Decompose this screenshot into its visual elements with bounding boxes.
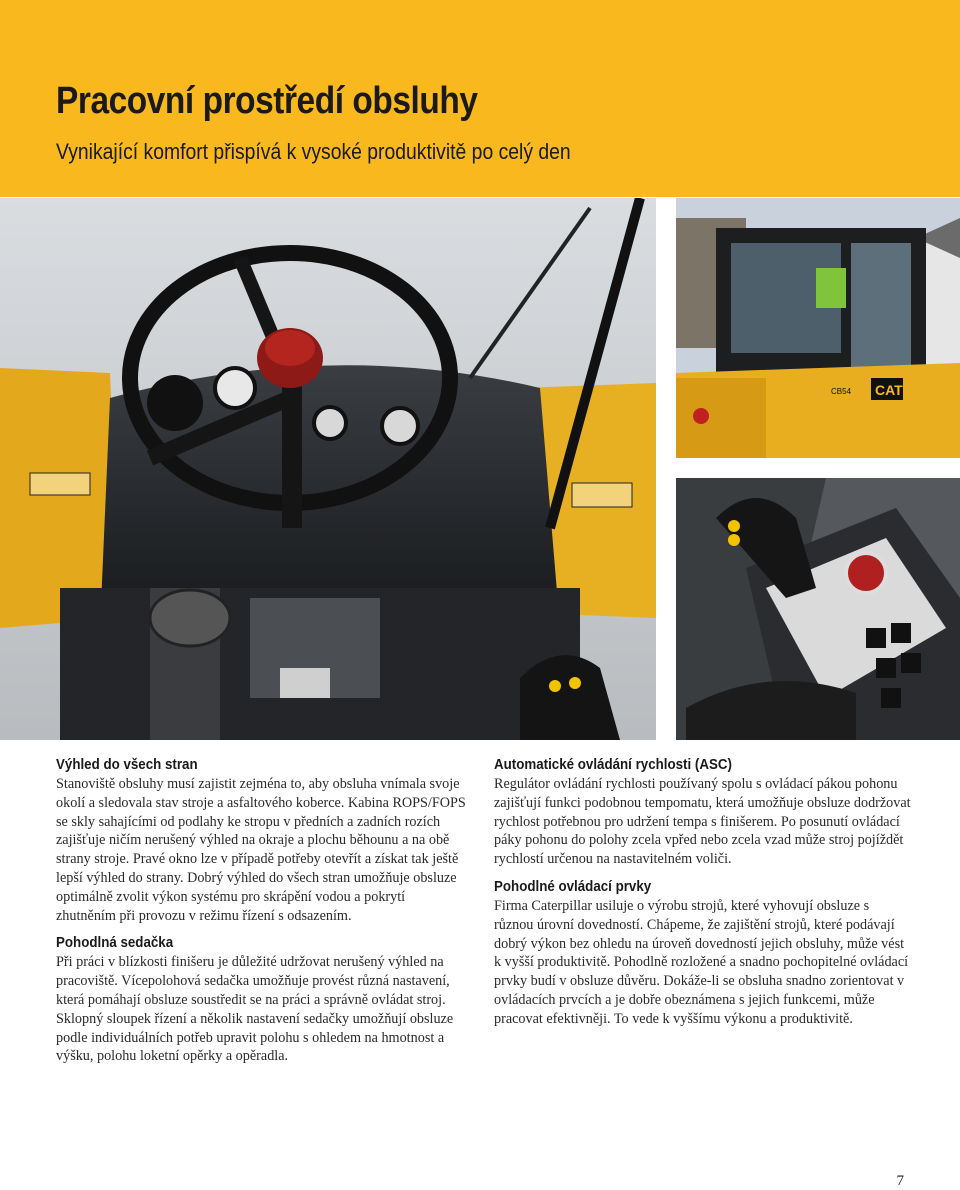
page-number: 7 bbox=[896, 1173, 904, 1189]
asc-heading: Automatické ovládání rychlosti (ASC) bbox=[494, 757, 732, 773]
seat-heading: Pohodlná sedačka bbox=[56, 935, 174, 952]
machine-cab-photo bbox=[676, 198, 960, 458]
left-text-column bbox=[56, 756, 468, 1075]
asc-text: Regulátor ovládání rychlosti používaný spolu s ovládací pákou pohonu zajišťují funkci podobnou tempomatu, která umožňuje obsluze dodržovat rychlost potřebnou pro udržení tempa s finišerem. Po posunutí ovládací páky pohonu do polohy zcela vpřed nebo zcela vzad může stroj pojíždět rychlostí určenou na nastavitelném voliči. bbox=[494, 776, 911, 868]
header-band bbox=[0, 0, 960, 197]
steering-wheel-console-photo bbox=[0, 198, 656, 740]
visibility-text: Stanoviště obsluhy musí zajistit zejména to, aby obsluha vnímala svoje okolí a sledovala stav stroje a asfaltového koberce. Kabina ROPS/FOPS se skly sahajícími od podlahy ke stropu v předních a zadních rozích zajišťuje ničím nerušený výhled na okraje a plochu běhounu a na obě strany stroje. Pravé okno lze v případě potřeby otevřít a získat tak ještě lepší výhled do strany. Dobrý výhled do všech stran umožňuje obsluze optimálně zvolit výkon systému pro skrápění vodou a pokrytí zhutněním při provozu v režimu řízení s odsazením. bbox=[56, 776, 466, 924]
model-label: CB54 bbox=[831, 387, 852, 396]
joystick-control-panel-photo bbox=[676, 478, 960, 740]
page-subtitle: Vynikající komfort přispívá k vysoké produktivitě po celý den bbox=[56, 139, 571, 164]
controls-heading: Pohodlné ovládací prvky bbox=[494, 878, 652, 895]
cat-badge: CAT bbox=[875, 382, 903, 398]
visibility-heading: Výhled do všech stran bbox=[56, 757, 198, 773]
right-text-column bbox=[494, 756, 912, 1038]
controls-text: Firma Caterpillar usiluje o výrobu strojů, které vyhovují obsluze s různou úrovní dovedností. Chápeme, že zajištění strojů, které podávají dobrý výkon bez ohledu na úroveň dovedností jejich obsluhy, může vést k vyšší produktivitě. Pohodlně rozložené a snadno pochopitelné ovládací prvky budí v obsluze důvěru. Dokáže-li se obsluha snadno zorientovat v ovládacích prvcích a je dobře obeznámena s jejich funkcemi, může pracovat efektivněji. To vede k vyššímu výkonu a produktivitě. bbox=[494, 897, 909, 1027]
seat-text: Při práci v blízkosti finišeru je důležité udržovat nerušený výhled na pracoviště. Vícepolohová sedačka umožňuje provést různá nastavení, která pomáhají obsluze soustředit se na práci a správně ovládat stroj. Sklopný sloupek řízení a několik nastavení sedačky umožňují obsluze podle individuálních potřeb upravit polohu s ohledem na hmotnost a výšku, polohu loketní opěrky a opěradla. bbox=[56, 954, 454, 1065]
page-title: Pracovní prostředí obsluhy bbox=[56, 80, 478, 122]
